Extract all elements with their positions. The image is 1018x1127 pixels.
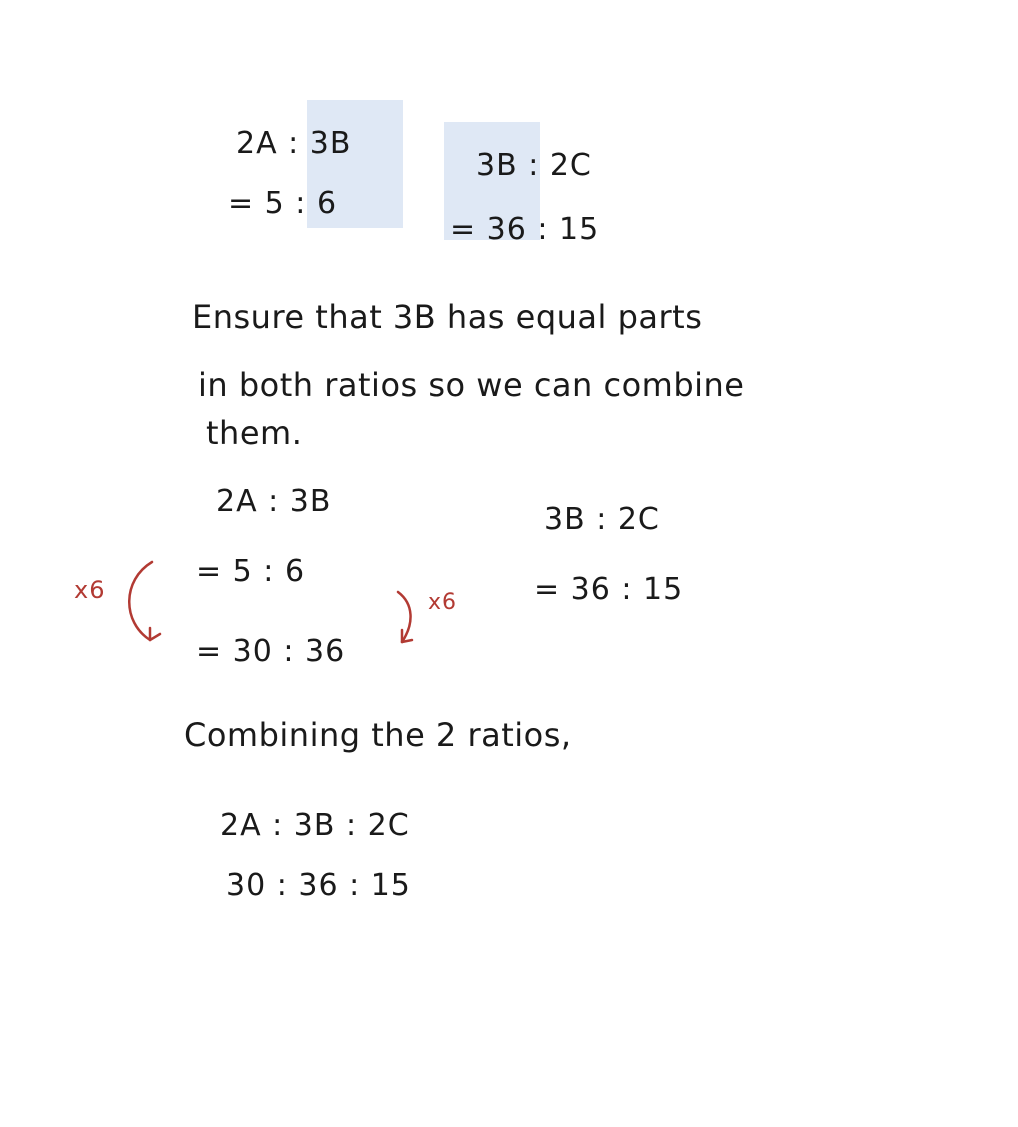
s2-left-row-2: = 30 : 36 [196,634,346,669]
s1-left-values: = 5 : 6 [228,186,338,221]
combined-header: 2A : 3B : 2C [220,808,410,843]
explanation-line-1: Ensure that 3B has equal parts [192,298,703,336]
combined-values: 30 : 36 : 15 [226,868,411,903]
s2-right-values: = 36 : 15 [534,572,684,607]
s2-left-row-1: = 5 : 6 [196,554,306,589]
multiplier-right-label: x6 [428,590,458,615]
s1-right-header: 3B : 2C [476,148,592,183]
multiplier-left-label: x6 [74,576,106,604]
explanation-line-3: them. [206,414,303,452]
left-curved-arrow-icon [129,562,152,640]
s1-left-header: 2A : 3B [236,126,352,161]
right-curved-arrow-icon [398,592,411,642]
s1-right-values: = 36 : 15 [450,212,600,247]
s2-left-header: 2A : 3B [216,484,332,519]
explanation-line-2: in both ratios so we can combine [198,366,745,404]
combining-heading: Combining the 2 ratios, [184,716,572,754]
s2-right-header: 3B : 2C [544,502,660,537]
